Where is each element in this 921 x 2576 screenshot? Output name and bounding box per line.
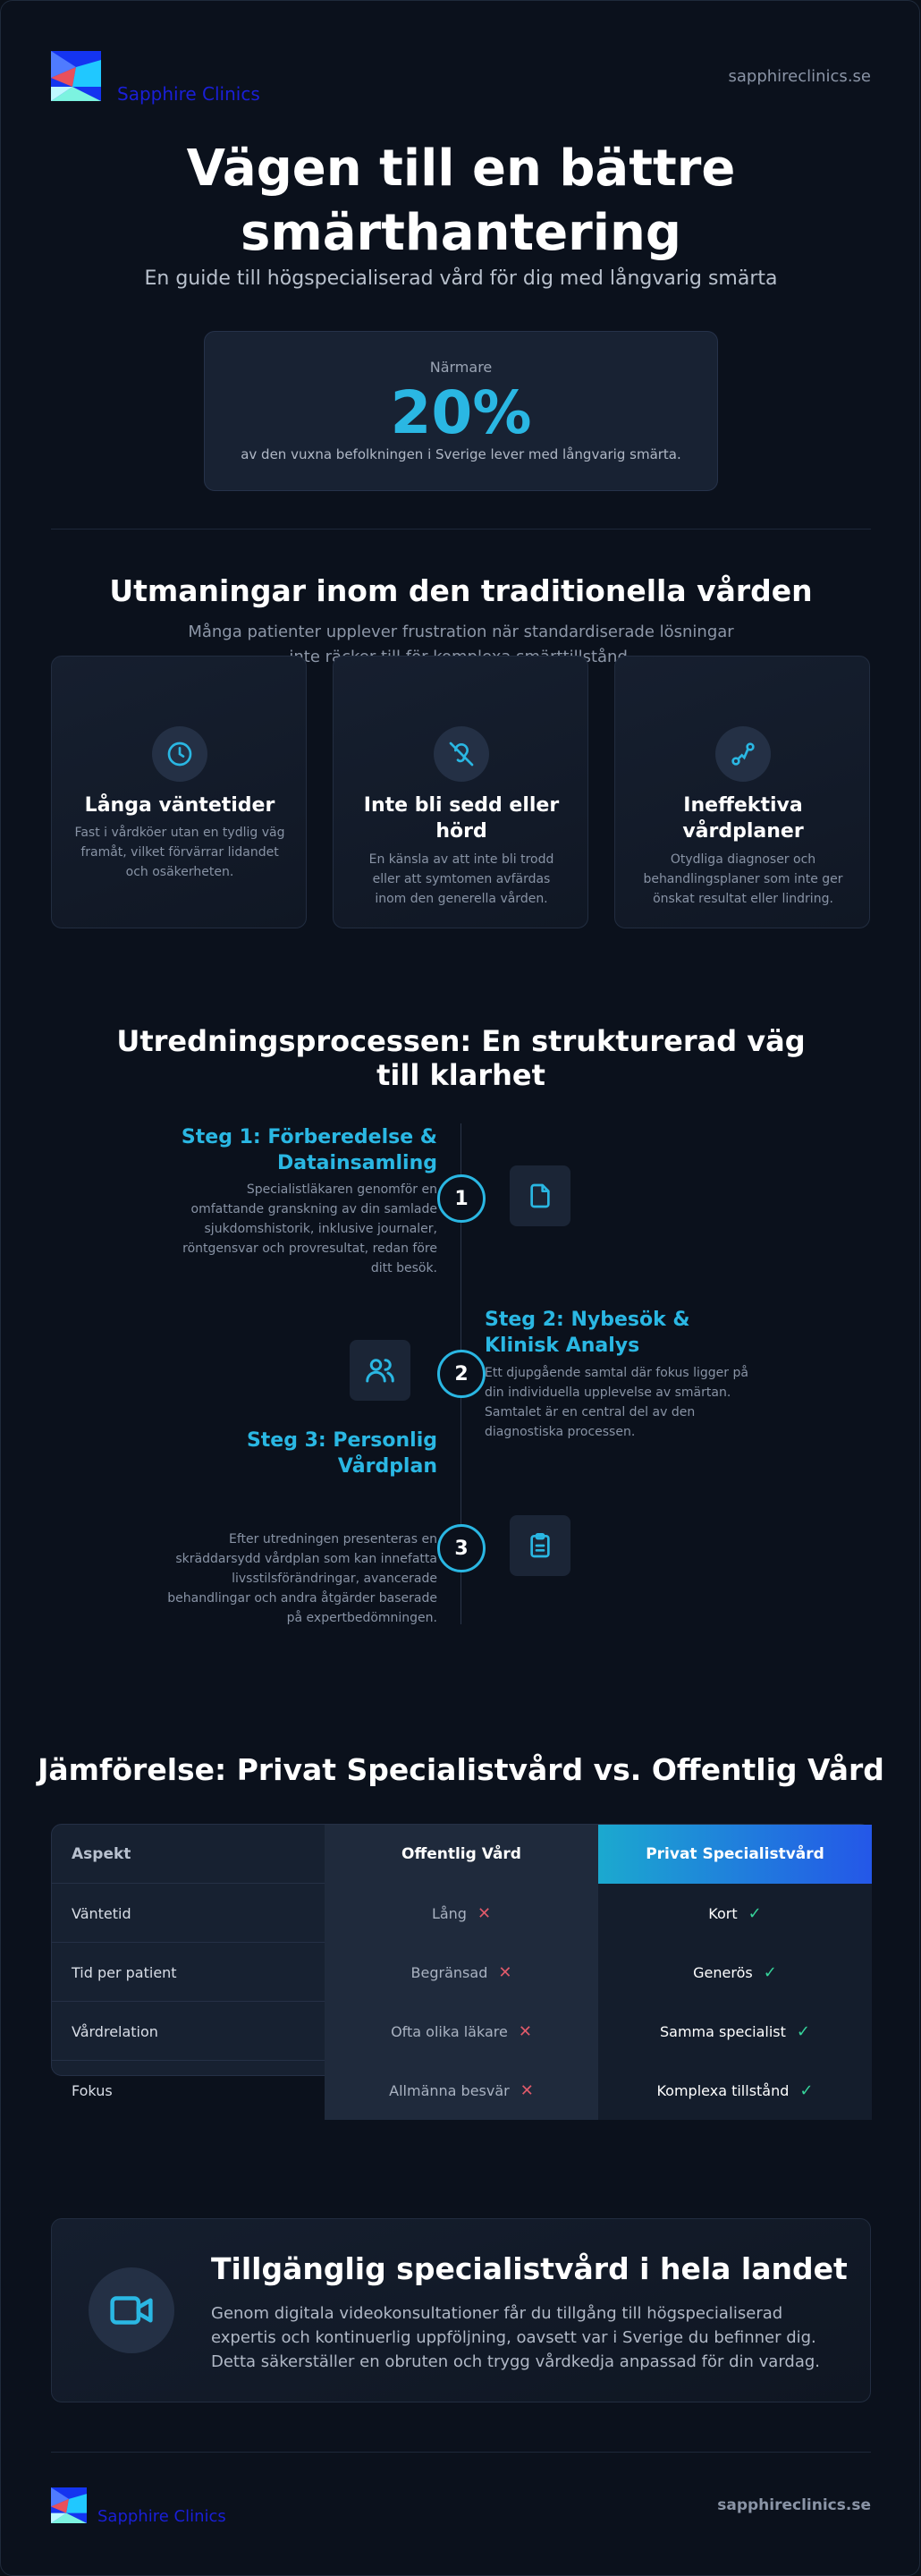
step-title: Steg 3: Personlig Vårdplan (246, 1429, 437, 1478)
table-header (52, 1825, 872, 1884)
step-number: 2 (437, 1350, 486, 1398)
header-public: Offentlig Vård (325, 1825, 598, 1884)
comparison-table (51, 1824, 871, 2100)
stat-description: av den vuxna befolkningen i Sverige lever med långvarig smärta. (241, 446, 681, 462)
check-icon: ✓ (799, 2080, 814, 2100)
step-title: Steg 1: Förberedelse & Datainsamling (181, 1126, 437, 1174)
step-desc: Efter utredningen presenteras en skräddarsydd vårdplan som kan innefatta livsstilsförändringar, avancerade behandlingar och andra åtgärder baserade på expertbedömningen. (167, 1532, 437, 1625)
stat-value: 20% (390, 378, 532, 447)
clipboard-icon (510, 1515, 570, 1576)
table-row (52, 2061, 872, 2120)
check-icon: ✓ (763, 1962, 777, 1982)
header-private: Privat Specialistvård (598, 1825, 872, 1884)
private-cell (598, 2002, 872, 2061)
check-icon: ✓ (748, 1903, 762, 1923)
check-icon: ✓ (796, 2021, 810, 2041)
challenge-title: Ineffektiva vårdplaner (682, 794, 804, 843)
public-value: Allmänna besvär (389, 2081, 510, 2099)
logo-icon (51, 51, 101, 101)
hero-title: Vägen till en bättre smärthantering (186, 140, 736, 262)
aspect-cell: Väntetid (72, 1904, 131, 1922)
table-row (52, 1943, 872, 2002)
private-cell (598, 2061, 872, 2120)
users-icon (350, 1340, 410, 1401)
challenge-card (333, 656, 588, 928)
file-icon (510, 1165, 570, 1226)
divider (51, 2452, 871, 2453)
step-desc: Specialistläkaren genomför en omfattande granskning av din samlade sjukdomshistorik, inklusive journaler, röntgensvar och provresultat, redan före ditt besök. (182, 1182, 437, 1275)
public-cell (325, 1884, 598, 1943)
challenge-card (51, 656, 307, 928)
ear-off-icon (434, 726, 489, 782)
challenge-desc: Fast i vårdköer utan en tydlig väg framåt, vilket förvärrar lidandet och osäkerheten. (74, 826, 285, 879)
challenges-title: Utmaningar inom den traditionella vården (109, 573, 813, 608)
step-number: 3 (437, 1524, 486, 1572)
private-value: Generös (693, 1963, 753, 1981)
cross-icon: ✕ (518, 2021, 532, 2041)
remote-care-desc: Genom digitala videokonsultationer får du tillgång till högspecialiserad expertis och kontinuerlig uppföljning, oavsett var i Sverige du befinner dig. Detta säkerställer en obruten och trygg vårdkedja anpassad för din vardag. (211, 2304, 821, 2371)
footer (51, 2487, 871, 2532)
footer-brand: Sapphire Clinics (97, 2507, 226, 2526)
table-row (52, 2002, 872, 2061)
footer-url[interactable]: sapphireclinics.se (717, 2496, 871, 2514)
step-title: Steg 2: Nybesök & Klinisk Analys (485, 1309, 690, 1357)
aspect-cell: Fokus (72, 2081, 113, 2099)
public-value: Ofta olika läkare (391, 2022, 508, 2040)
challenge-title: Långa väntetider (84, 794, 275, 817)
route-icon (715, 726, 771, 782)
private-value: Komplexa tillstånd (656, 2081, 790, 2099)
private-value: Samma specialist (660, 2022, 786, 2040)
clock-icon (152, 726, 207, 782)
process-title: Utredningsprocessen: En strukturerad väg till klarhet (116, 1024, 806, 1092)
step-desc: Ett djupgående samtal där fokus ligger på din individuella upplevelse av smärtan. Samtalet är en central del av den diagnostiska processen. (485, 1366, 748, 1439)
aspect-cell: Tid per patient (72, 1963, 177, 1981)
cross-icon: ✕ (477, 1903, 492, 1923)
aspect-cell: Vårdrelation (72, 2022, 158, 2040)
public-value: Lång (431, 1904, 467, 1922)
public-cell (325, 1943, 598, 2002)
comparison-title: Jämförelse: Privat Specialistvård vs. Offentlig Vård (38, 1752, 884, 1787)
challenge-card (614, 656, 870, 928)
header-url[interactable]: sapphireclinics.se (728, 67, 871, 86)
public-value: Begränsad (410, 1963, 488, 1981)
challenge-desc: Otydliga diagnoser och behandlingsplaner som inte ger önskat resultat eller lindring. (643, 852, 843, 906)
private-cell (598, 1943, 872, 2002)
step-number: 1 (437, 1174, 486, 1223)
remote-care-card (51, 2218, 871, 2402)
hero-subtitle: En guide till högspecialiserad vård för dig med långvarig smärta (144, 267, 778, 290)
cross-icon: ✕ (520, 2080, 534, 2100)
challenge-desc: En känsla av att inte bli trodd eller att symtomen avfärdas inom den generella vården. (368, 852, 554, 906)
public-cell (325, 2002, 598, 2061)
challenge-title: Inte bli sedd eller hörd (363, 794, 560, 843)
logo-icon (51, 2487, 87, 2523)
stat-card (204, 331, 718, 491)
header (51, 51, 871, 105)
divider (51, 529, 871, 530)
stat-prefix: Närmare (429, 359, 493, 376)
private-value: Kort (708, 1904, 738, 1922)
brand-name: Sapphire Clinics (117, 83, 260, 105)
private-cell (598, 1884, 872, 1943)
remote-care-title: Tillgänglig specialistvård i hela landet (211, 2251, 848, 2286)
table-row (52, 1884, 872, 1943)
public-cell (325, 2061, 598, 2120)
header-aspect: Aspekt (72, 1845, 131, 1863)
cross-icon: ✕ (498, 1962, 512, 1982)
video-icon (89, 2267, 174, 2353)
challenges-subtitle: Många patienter upplever frustration när standardiserade lösningar inte (188, 623, 734, 666)
